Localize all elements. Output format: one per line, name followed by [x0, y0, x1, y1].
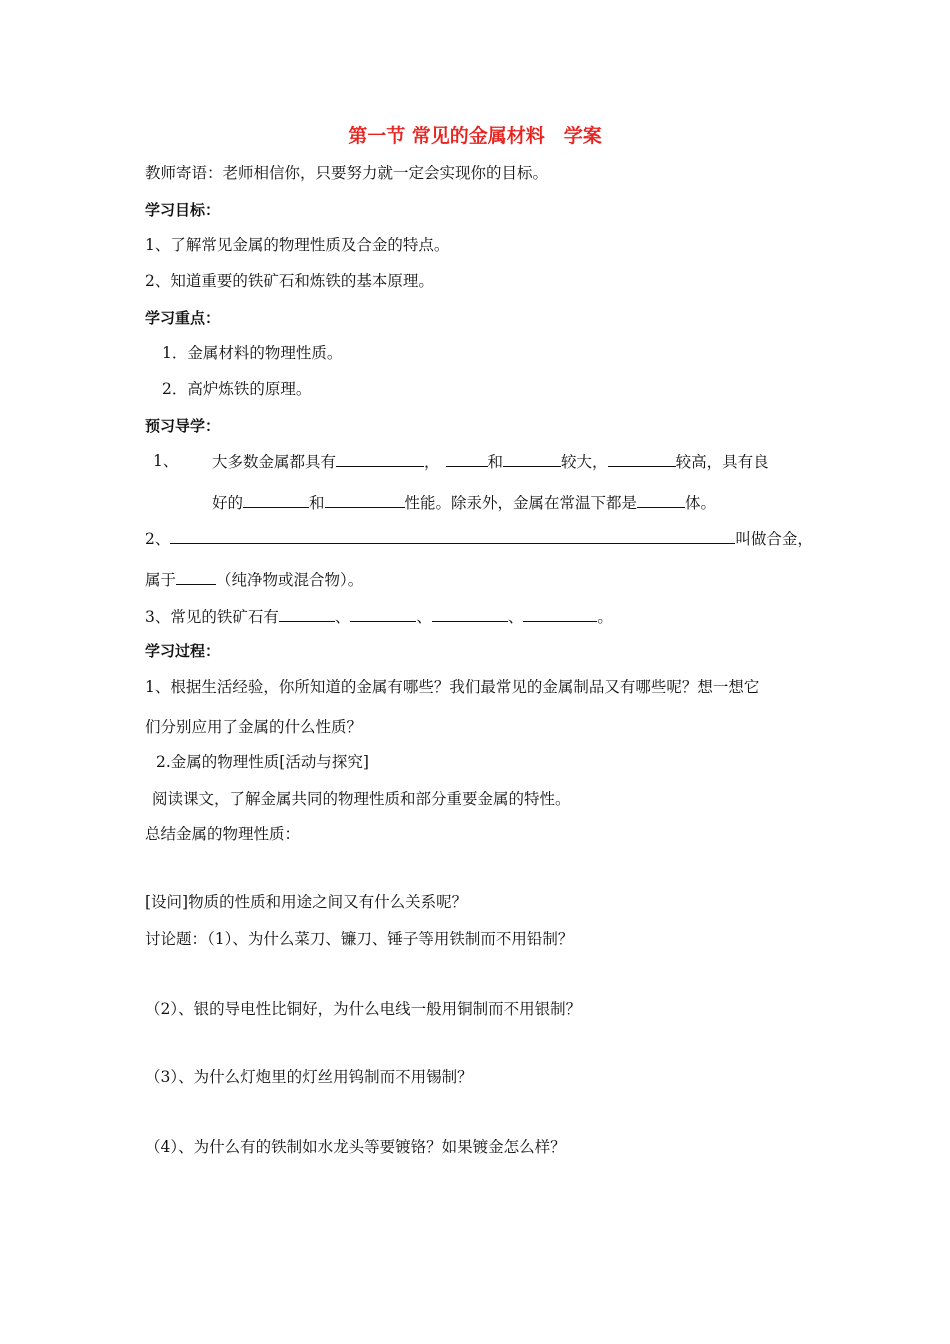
answer-blank[interactable]: [325, 491, 405, 508]
answer-blank[interactable]: [176, 568, 216, 585]
answer-blank[interactable]: [637, 491, 685, 508]
key-point-1: 1．金属材料的物理性质。: [162, 344, 343, 362]
key-point-2: 2．高炉炼铁的原理。: [162, 380, 312, 398]
answer-blank[interactable]: [523, 605, 597, 622]
question-2-line-2: 属于 （纯净物或混合物）。: [145, 568, 363, 591]
question-prompt: [设问]物质的性质和用途之间又有什么关系呢？: [145, 893, 468, 911]
answer-blank[interactable]: [170, 527, 735, 544]
question-1-line-1: 大多数金属都具有 ， 和 较大， 较高，具有良: [212, 450, 769, 473]
answer-blank[interactable]: [350, 605, 416, 622]
answer-blank[interactable]: [336, 450, 424, 467]
goal-item-1: 1、了解常见金属的物理性质及合金的特点。: [145, 236, 450, 254]
question-1-number: 1、: [153, 452, 179, 470]
process-paragraph-4: 总结金属的物理性质：: [145, 825, 301, 843]
answer-blank[interactable]: [608, 450, 676, 467]
process-paragraph-2: 2.金属的物理性质[活动与探究]: [156, 753, 369, 771]
discussion-question-1: 讨论题：（1）、为什么菜刀、镰刀、锤子等用铁制而不用铅制？: [145, 930, 574, 948]
goals-heading: 学习目标：: [145, 201, 221, 219]
process-paragraph-1-line-2: 们分别应用了金属的什么性质？: [145, 718, 363, 736]
question-3: 3、常见的铁矿石有 、 、 、 。: [145, 605, 613, 628]
discussion-question-3: （3）、为什么灯炮里的灯丝用钨制而不用锡制？: [145, 1068, 473, 1086]
answer-blank[interactable]: [243, 491, 309, 508]
page-title: 第一节 常见的金属材料 学案: [348, 125, 602, 147]
answer-blank[interactable]: [446, 450, 488, 467]
process-paragraph-1-line-1: 1、根据生活经验，你所知道的金属有哪些？我们最常见的金属制品又有哪些呢？想一想它: [145, 678, 760, 696]
goal-item-2: 2、知道重要的铁矿石和炼铁的基本原理。: [145, 272, 434, 290]
preview-heading: 预习导学：: [145, 417, 221, 435]
key-points-heading: 学习重点：: [145, 309, 221, 327]
discussion-question-2: （2）、银的导电性比铜好，为什么电线一般用铜制而不用银制？: [145, 1000, 582, 1018]
answer-blank[interactable]: [279, 605, 335, 622]
discussion-question-4: （4）、为什么有的铁制如水龙头等要镀铬？如果镀金怎么样？: [145, 1138, 566, 1156]
process-heading: 学习过程：: [145, 642, 221, 660]
question-2-line-1: 2、 叫做合金，: [145, 527, 813, 550]
process-paragraph-3: 阅读课文，了解金属共同的物理性质和部分重要金属的特性。: [152, 790, 571, 808]
teacher-motto: 教师寄语：老师相信你，只要努力就一定会实现你的目标。: [145, 164, 549, 182]
answer-blank[interactable]: [432, 605, 508, 622]
question-1-line-2: 好的 和 性能。除汞外，金属在常温下都是 体。: [212, 491, 716, 514]
answer-blank[interactable]: [503, 450, 561, 467]
